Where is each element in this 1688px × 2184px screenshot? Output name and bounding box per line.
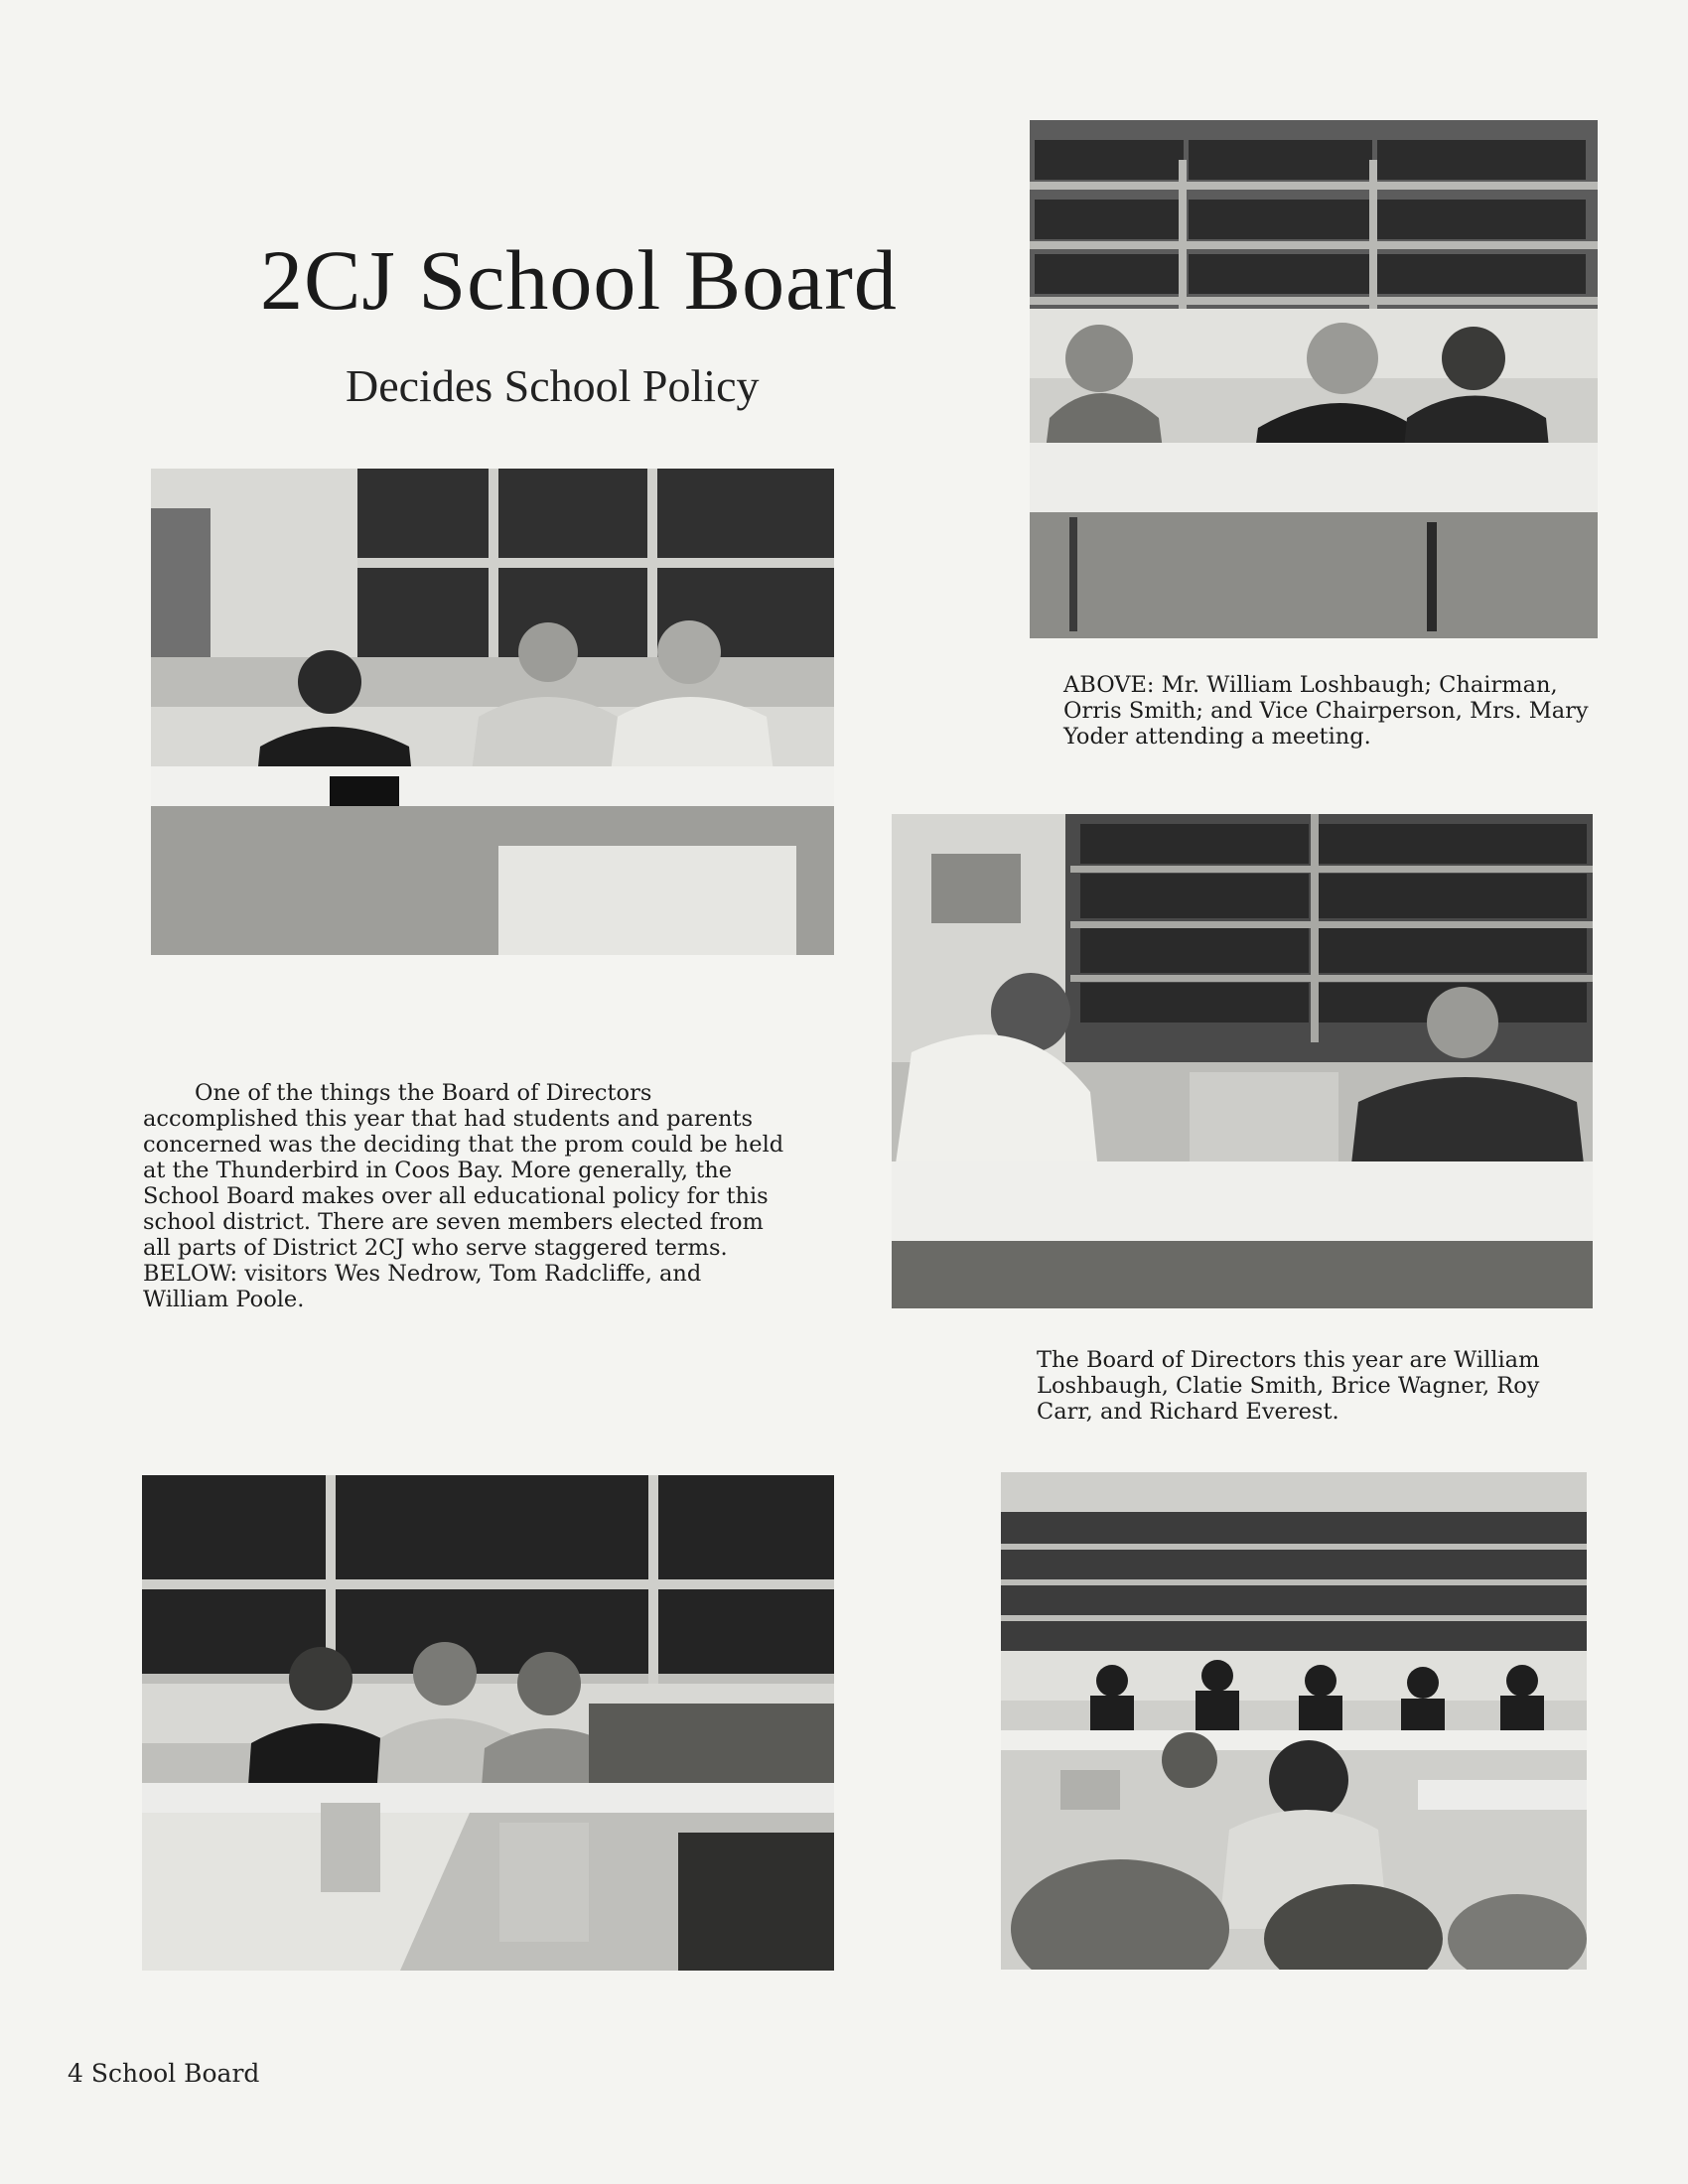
caption-above-photo: ABOVE: Mr. William Loshbaugh; Chairman, Orris Smith; and Vice Chairperson, Mrs. Mary Yoder attending a meeting. (1063, 672, 1589, 750)
photo-members-reading (892, 814, 1593, 1308)
page-title: 2CJ School Board (260, 232, 898, 328)
caption-board-of-directors: The Board of Directors this year are William Loshbaugh, Clatie Smith, Brice Wagner, Roy Carr, and Richard Everest. (1037, 1347, 1540, 1425)
photo-board-members-meeting (1030, 120, 1598, 638)
photo-board-meeting-audience (1001, 1472, 1587, 1970)
page-subtitle: Decides School Policy (346, 360, 760, 411)
body-text: One of the things the Board of Directors accomplished this year that had students and parents concerned was the deciding that the prom could be held at the Thunderbird in Coos Bay. More generally, the School Board makes over all educational policy for this school district. There are seven members elected from all parts of District 2CJ who serve staggered terms. BELOW: visitors Wes Nedrow, Tom Radcliffe, and William Poole. (143, 1080, 784, 1312)
photo-visitors (142, 1475, 834, 1971)
photo-library-tables (151, 469, 834, 955)
page-folio: 4 School Board (68, 2059, 260, 2088)
